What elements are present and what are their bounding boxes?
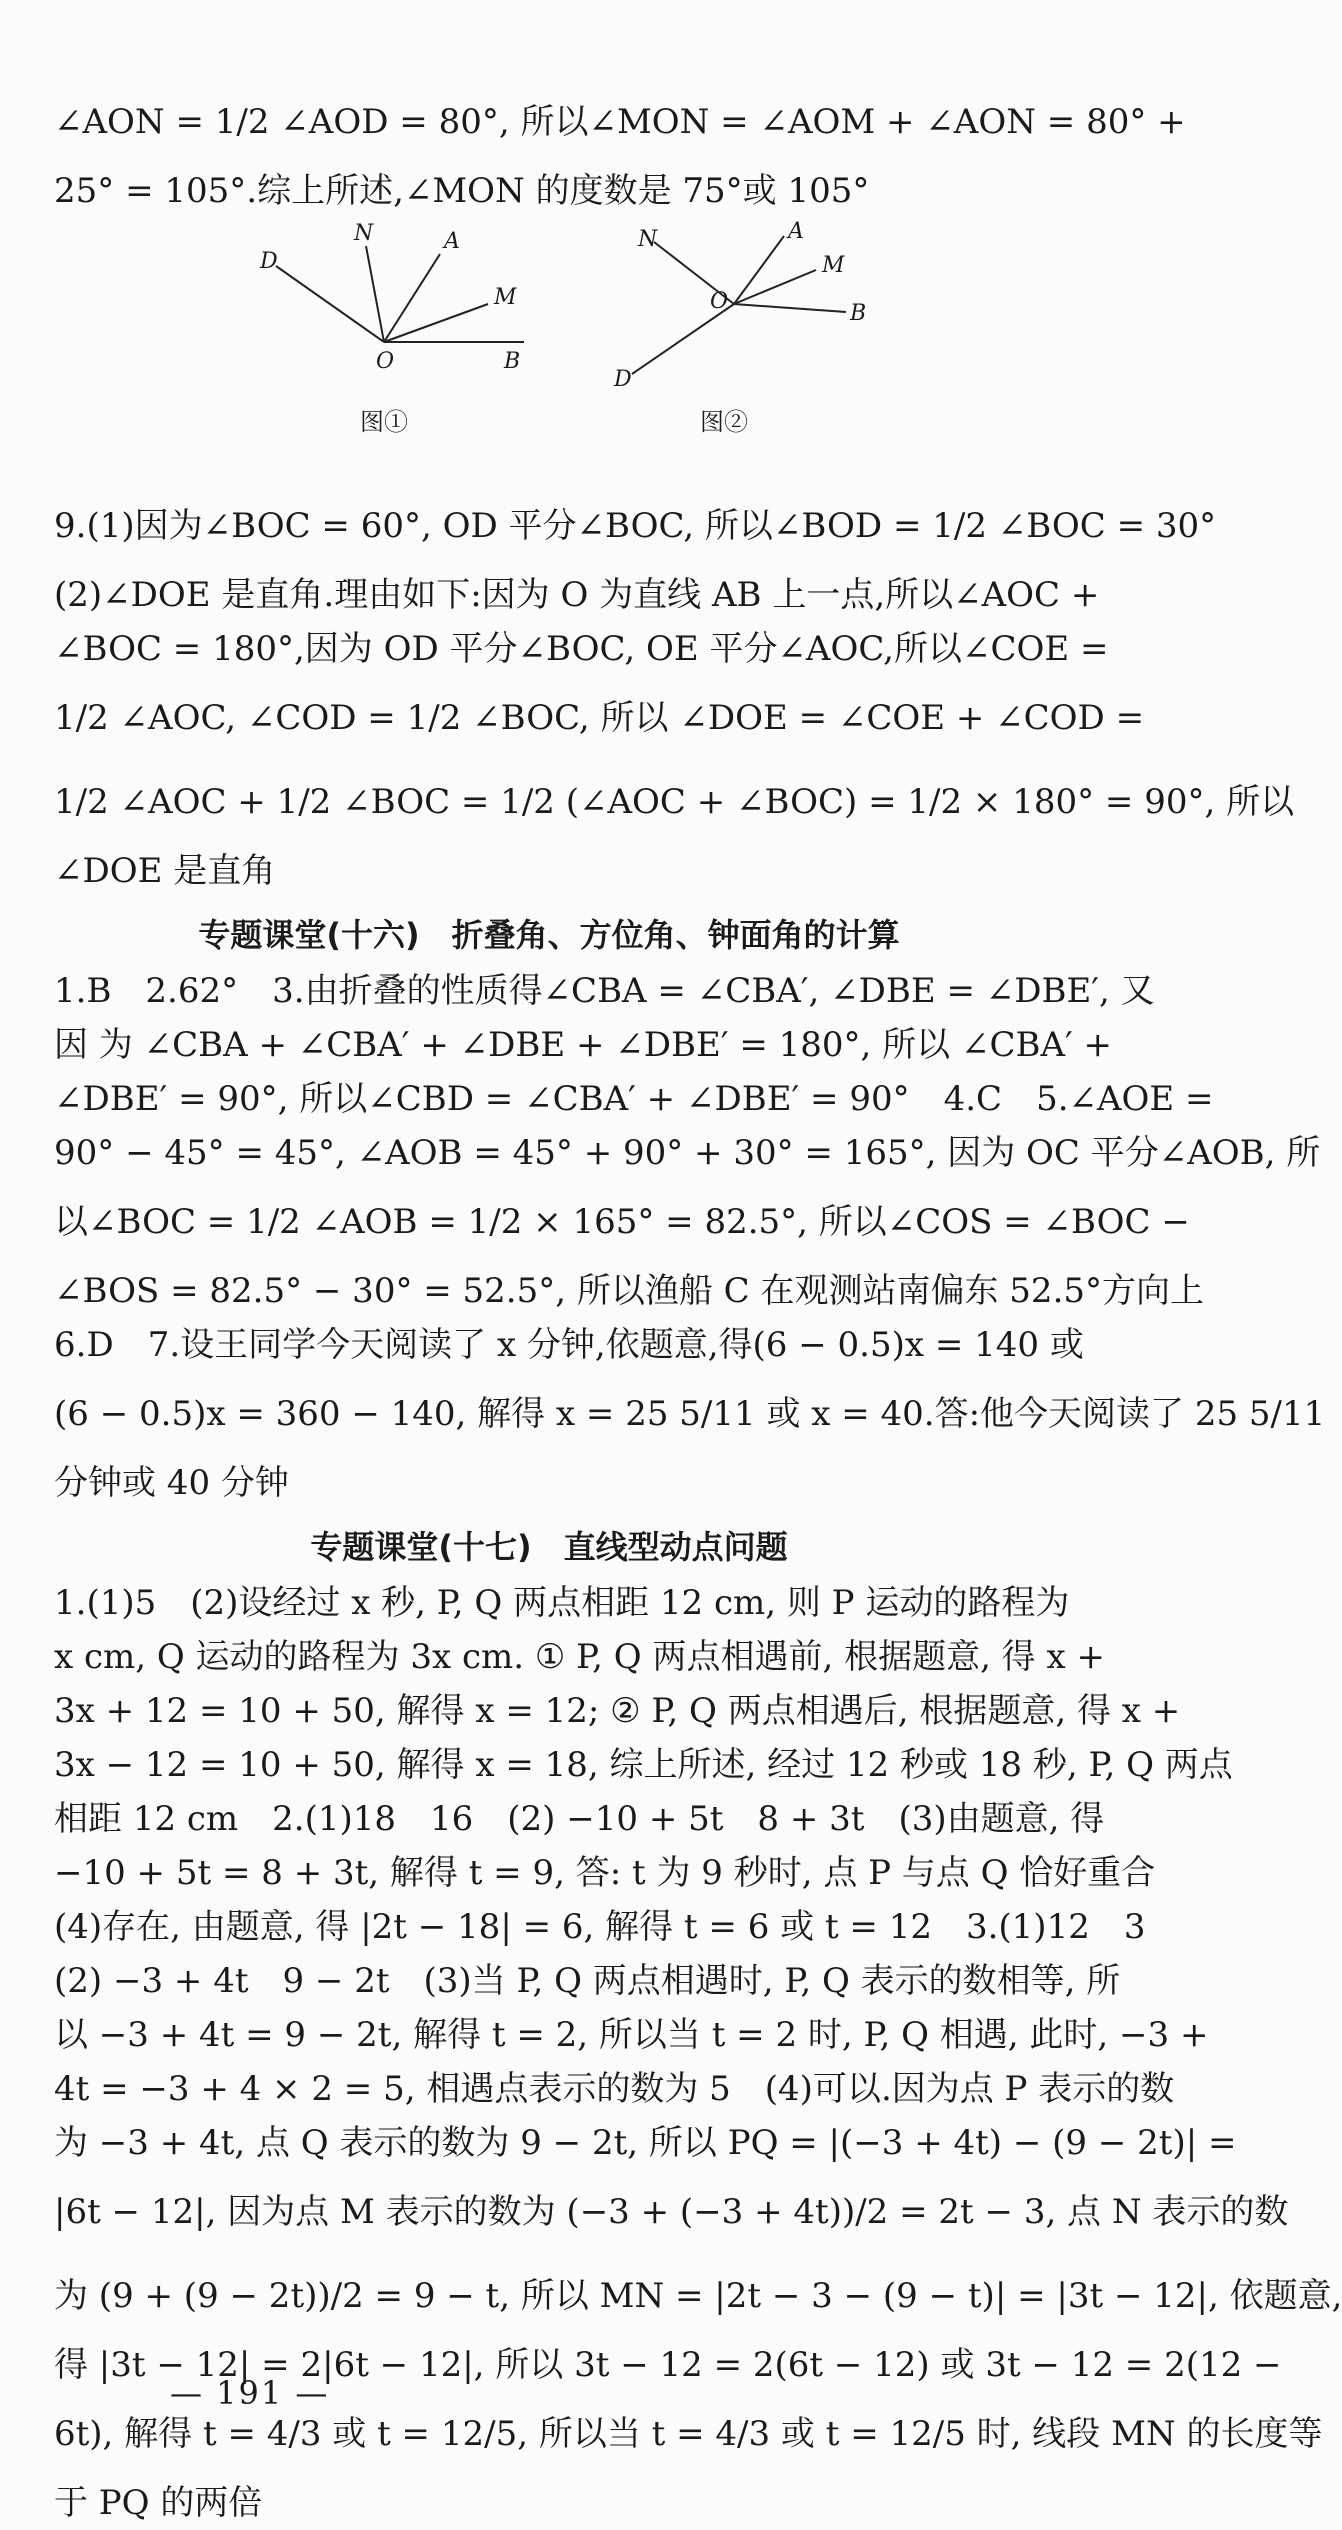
figure-1	[254, 221, 554, 436]
text-line: 1.(1)5 (2)设经过 x 秒, P, Q 两点相距 12 cm, 则 P 运动的路程为	[54, 1583, 1070, 1623]
text-line: 以∠BOC = 1/2 ∠AOB = 1/2 × 165° = 82.5°, 所以∠COS = ∠BOC −	[54, 1202, 1190, 1242]
text-line: 3x + 12 = 10 + 50, 解得 x = 12; ② P, Q 两点相遇后, 根据题意, 得 x +	[54, 1691, 1181, 1731]
text-line: 得 |3t − 12| = 2|6t − 12|, 所以 3t − 12 = 2(6t − 12) 或 3t − 12 = 2(12 −	[54, 2345, 1282, 2385]
text-line: −10 + 5t = 8 + 3t, 解得 t = 9, 答: t 为 9 秒时, 点 P 与点 Q 恰好重合	[54, 1853, 1156, 1893]
label-m: M	[494, 285, 517, 310]
text-line: 1.B 2.62° 3.由折叠的性质得∠CBA = ∠CBA′, ∠DBE = ∠DBE′, 又	[54, 971, 1155, 1011]
text-line: ∠DOE 是直角	[54, 851, 276, 891]
text-line: 于 PQ 的两倍	[54, 2483, 263, 2523]
text-line: x cm, Q 运动的路程为 3x cm. ① P, Q 两点相遇前, 根据题意, 得 x +	[54, 1637, 1105, 1677]
text-line: 1/2 ∠AOC, ∠COD = 1/2 ∠BOC, 所以 ∠DOE = ∠COE + ∠COD =	[54, 698, 1145, 738]
label-o: O	[710, 289, 729, 314]
figures-row	[54, 219, 1044, 474]
text-line: 9.(1)因为∠BOC = 60°, OD 平分∠BOC, 所以∠BOD = 1/2 ∠BOC = 30°	[54, 506, 1217, 546]
text-line: 4t = −3 + 4 × 2 = 5, 相遇点表示的数为 5 (4)可以.因为点 P 表示的数	[54, 2069, 1175, 2109]
label-a: A	[444, 229, 460, 254]
text-line: ∠BOS = 82.5° − 30° = 52.5°, 所以渔船 C 在观测站南偏东 52.5°方向上	[54, 1271, 1205, 1311]
text-line: 6t), 解得 t = 4/3 或 t = 12/5, 所以当 t = 4/3 或 t = 12/5 时, 线段 MN 的长度等	[54, 2414, 1323, 2454]
text-line: 25° = 105°.综上所述,∠MON 的度数是 75°或 105°	[54, 171, 870, 211]
label-n: N	[638, 227, 658, 252]
text-line: 90° − 45° = 45°, ∠AOB = 45° + 90° + 30° = 165°, 因为 OC 平分∠AOB, 所	[54, 1133, 1321, 1173]
text-line: |6t − 12|, 因为点 M 表示的数为 (−3 + (−3 + 4t))/2 = 2t − 3, 点 N 表示的数	[54, 2192, 1289, 2232]
text-line: ∠BOC = 180°,因为 OD 平分∠BOC, OE 平分∠AOC,所以∠COE =	[54, 629, 1109, 669]
page-number: — 191 —	[170, 2374, 330, 2412]
label-a: A	[788, 219, 804, 244]
figure-1-diagram	[254, 221, 554, 424]
text-line: (2)∠DOE 是直角.理由如下:因为 O 为直线 AB 上一点,所以∠AOC +	[54, 575, 1100, 615]
text-line: 1/2 ∠AOC + 1/2 ∠BOC = 1/2 (∠AOC + ∠BOC) = 1/2 × 180° = 90°, 所以	[54, 782, 1295, 822]
text-line: 分钟或 40 分钟	[54, 1463, 289, 1503]
text-line: 3x − 12 = 10 + 50, 解得 x = 18, 综上所述, 经过 12 秒或 18 秒, P, Q 两点	[54, 1745, 1233, 1785]
text-line: (6 − 0.5)x = 360 − 140, 解得 x = 25 5/11 或 x = 40.答:他今天阅读了 25 5/11	[54, 1394, 1326, 1434]
content-area	[54, 80, 1342, 2530]
text-line: 相距 12 cm 2.(1)18 16 (2) −10 + 5t 8 + 3t (3)由题意, 得	[54, 1799, 1105, 1839]
section-17-heading: 专题课堂(十七) 直线型动点问题	[310, 1528, 788, 1566]
label-n: N	[354, 221, 374, 246]
text-line: (4)存在, 由题意, 得 |2t − 18| = 6, 解得 t = 6 或 t = 12 3.(1)12 3	[54, 1907, 1146, 1947]
label-b: B	[850, 301, 867, 326]
text-line: 为 (9 + (9 − 2t))/2 = 9 − t, 所以 MN = |2t − 3 − (9 − t)| = |3t − 12|, 依题意,	[54, 2276, 1342, 2316]
text-line: 为 −3 + 4t, 点 Q 表示的数为 9 − 2t, 所以 PQ = |(−3 + 4t) − (9 − 2t)| =	[54, 2123, 1237, 2163]
figure-2	[584, 219, 884, 436]
text-line: 以 −3 + 4t = 9 − 2t, 解得 t = 2, 所以当 t = 2 时, P, Q 相遇, 此时, −3 +	[54, 2015, 1209, 2055]
figure-2-diagram	[584, 219, 884, 424]
label-b: B	[504, 349, 521, 374]
figure-2-caption: 图②	[700, 408, 748, 436]
label-o: O	[376, 349, 395, 374]
text-line: (2) −3 + 4t 9 − 2t (3)当 P, Q 两点相遇时, P, Q 表示的数相等, 所	[54, 1961, 1121, 2001]
text-line: ∠DBE′ = 90°, 所以∠CBD = ∠CBA′ + ∠DBE′ = 90° 4.C 5.∠AOE =	[54, 1079, 1214, 1119]
text-line: 6.D 7.设王同学今天阅读了 x 分钟,依题意,得(6 − 0.5)x = 140 或	[54, 1325, 1084, 1365]
label-d: D	[614, 367, 632, 392]
label-m: M	[822, 253, 845, 278]
text-line: 因 为 ∠CBA + ∠CBA′ + ∠DBE + ∠DBE′ = 180°, 所以 ∠CBA′ +	[54, 1025, 1113, 1065]
text-line: ∠AON = 1/2 ∠AOD = 80°, 所以∠MON = ∠AOM + ∠AON = 80° +	[54, 102, 1186, 142]
section-16-heading: 专题课堂(十六) 折叠角、方位角、钟面角的计算	[198, 916, 900, 954]
figure-1-caption: 图①	[360, 408, 408, 436]
label-d: D	[260, 249, 278, 274]
